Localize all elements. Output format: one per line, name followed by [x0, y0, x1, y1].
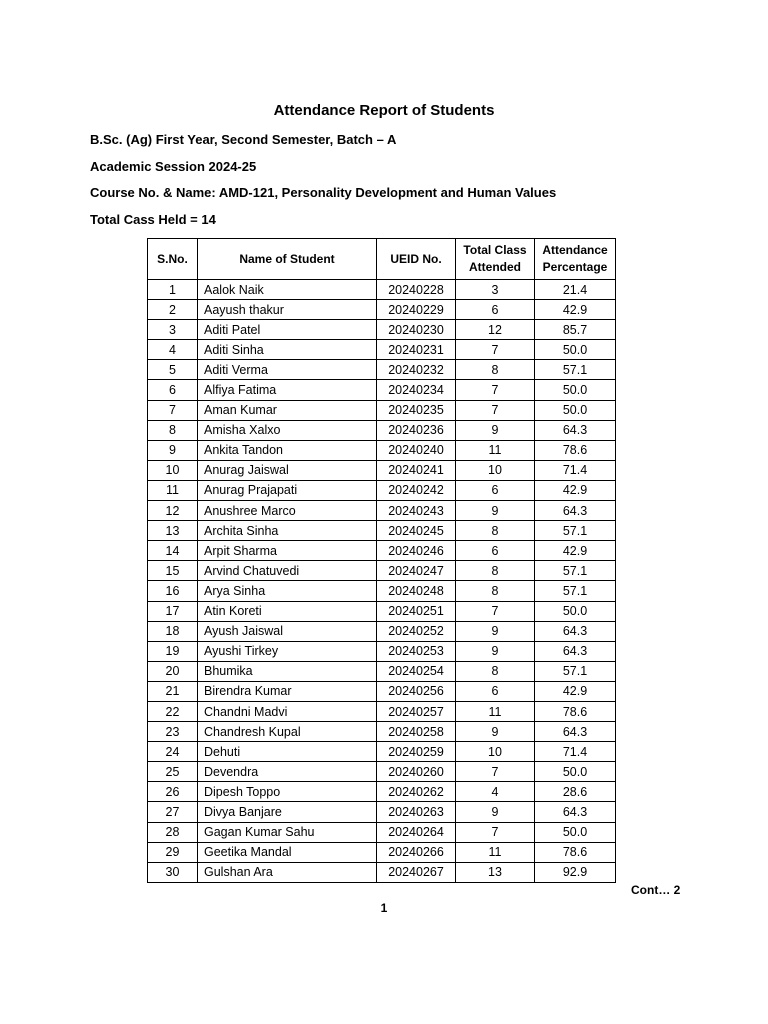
cell-ueid: 20240246 [377, 541, 456, 561]
cell-attendance-percentage: 57.1 [535, 661, 616, 681]
cell-attendance-percentage: 64.3 [535, 722, 616, 742]
cell-student-name: Bhumika [198, 661, 377, 681]
header-sno: S.No. [148, 239, 198, 280]
cell-student-name: Dehuti [198, 742, 377, 762]
table-row [148, 340, 616, 360]
cell-sno: 20 [148, 661, 198, 681]
cell-attendance-percentage: 78.6 [535, 701, 616, 721]
cell-student-name: Divya Banjare [198, 802, 377, 822]
table-row [148, 782, 616, 802]
cell-student-name: Arvind Chatuvedi [198, 561, 377, 581]
cell-sno: 11 [148, 480, 198, 500]
cell-attendance-percentage: 64.3 [535, 420, 616, 440]
table-row [148, 822, 616, 842]
table-row [148, 621, 616, 641]
table-row [148, 842, 616, 862]
cell-student-name: Anurag Jaiswal [198, 460, 377, 480]
cell-sno: 9 [148, 440, 198, 460]
cell-sno: 10 [148, 460, 198, 480]
cell-classes-attended: 9 [456, 420, 535, 440]
cell-student-name: Aalok Naik [198, 280, 377, 300]
cell-ueid: 20240260 [377, 762, 456, 782]
cell-student-name: Devendra [198, 762, 377, 782]
cell-attendance-percentage: 64.3 [535, 621, 616, 641]
cell-ueid: 20240256 [377, 681, 456, 701]
cell-attendance-percentage: 71.4 [535, 742, 616, 762]
header-attended-line1: Total Class [463, 243, 527, 257]
cell-student-name: Aditi Sinha [198, 340, 377, 360]
cell-ueid: 20240251 [377, 601, 456, 621]
cell-student-name: Birendra Kumar [198, 681, 377, 701]
cell-ueid: 20240267 [377, 862, 456, 882]
cell-ueid: 20240258 [377, 722, 456, 742]
cell-sno: 8 [148, 420, 198, 440]
programme-line: B.Sc. (Ag) First Year, Second Semester, Batch – A [90, 132, 397, 147]
cell-student-name: Dipesh Toppo [198, 782, 377, 802]
cell-sno: 4 [148, 340, 198, 360]
cell-student-name: Aditi Verma [198, 360, 377, 380]
table-row [148, 460, 616, 480]
cell-student-name: Ayushi Tirkey [198, 641, 377, 661]
table-row [148, 541, 616, 561]
cell-classes-attended: 8 [456, 521, 535, 541]
cell-sno: 14 [148, 541, 198, 561]
cell-attendance-percentage: 42.9 [535, 300, 616, 320]
table-body [148, 280, 616, 883]
cell-ueid: 20240229 [377, 300, 456, 320]
cell-student-name: Anurag Prajapati [198, 480, 377, 500]
table-row [148, 862, 616, 882]
cell-student-name: Chandni Madvi [198, 701, 377, 721]
cell-ueid: 20240262 [377, 782, 456, 802]
cell-attendance-percentage: 50.0 [535, 762, 616, 782]
course-line: Course No. & Name: AMD-121, Personality Development and Human Values [90, 185, 557, 200]
cell-student-name: Ankita Tandon [198, 440, 377, 460]
cell-ueid: 20240247 [377, 561, 456, 581]
table-row [148, 380, 616, 400]
header-percentage-line1: Attendance [542, 243, 608, 257]
cell-attendance-percentage: 78.6 [535, 440, 616, 460]
table-row [148, 641, 616, 661]
cell-attendance-percentage: 85.7 [535, 320, 616, 340]
cell-attendance-percentage: 57.1 [535, 360, 616, 380]
cell-attendance-percentage: 42.9 [535, 480, 616, 500]
table-row [148, 400, 616, 420]
cell-attendance-percentage: 21.4 [535, 280, 616, 300]
cell-attendance-percentage: 42.9 [535, 681, 616, 701]
table-row [148, 521, 616, 541]
cell-classes-attended: 12 [456, 320, 535, 340]
cell-attendance-percentage: 57.1 [535, 581, 616, 601]
cell-classes-attended: 6 [456, 681, 535, 701]
cell-sno: 12 [148, 501, 198, 521]
header-attended-line2: Attended [469, 260, 521, 274]
cell-student-name: Gagan Kumar Sahu [198, 822, 377, 842]
table-row [148, 802, 616, 822]
cell-attendance-percentage: 64.3 [535, 641, 616, 661]
cell-student-name: Gulshan Ara [198, 862, 377, 882]
cell-ueid: 20240241 [377, 460, 456, 480]
cell-sno: 2 [148, 300, 198, 320]
cell-student-name: Aman Kumar [198, 400, 377, 420]
table-row [148, 722, 616, 742]
cell-ueid: 20240257 [377, 701, 456, 721]
cell-student-name: Aditi Patel [198, 320, 377, 340]
header-percentage [535, 239, 616, 280]
cell-ueid: 20240266 [377, 842, 456, 862]
cell-classes-attended: 10 [456, 460, 535, 480]
table-row [148, 581, 616, 601]
page-number: 1 [380, 901, 388, 915]
header-percentage-line2: Percentage [542, 260, 608, 274]
cell-sno: 23 [148, 722, 198, 742]
header-ueid: UEID No. [377, 239, 456, 280]
cell-student-name: Geetika Mandal [198, 842, 377, 862]
session-line: Academic Session 2024-25 [90, 159, 257, 174]
attendance-table [147, 238, 616, 883]
table-row [148, 280, 616, 300]
cell-classes-attended: 7 [456, 340, 535, 360]
cell-attendance-percentage: 64.3 [535, 501, 616, 521]
cell-classes-attended: 7 [456, 822, 535, 842]
cell-classes-attended: 6 [456, 300, 535, 320]
cell-ueid: 20240245 [377, 521, 456, 541]
cell-classes-attended: 11 [456, 440, 535, 460]
cell-ueid: 20240240 [377, 440, 456, 460]
cell-sno: 28 [148, 822, 198, 842]
cell-ueid: 20240243 [377, 501, 456, 521]
cell-classes-attended: 7 [456, 762, 535, 782]
cell-sno: 30 [148, 862, 198, 882]
table-row [148, 480, 616, 500]
cell-classes-attended: 10 [456, 742, 535, 762]
cell-student-name: Anushree Marco [198, 501, 377, 521]
cell-student-name: Arpit Sharma [198, 541, 377, 561]
cell-sno: 25 [148, 762, 198, 782]
cell-student-name: Chandresh Kupal [198, 722, 377, 742]
cell-ueid: 20240252 [377, 621, 456, 641]
cell-sno: 22 [148, 701, 198, 721]
cell-attendance-percentage: 57.1 [535, 561, 616, 581]
cell-ueid: 20240253 [377, 641, 456, 661]
table-row [148, 762, 616, 782]
cell-student-name: Ayush Jaiswal [198, 621, 377, 641]
cell-attendance-percentage: 50.0 [535, 340, 616, 360]
cell-sno: 7 [148, 400, 198, 420]
table-row [148, 440, 616, 460]
table-row [148, 300, 616, 320]
cell-classes-attended: 9 [456, 722, 535, 742]
cell-classes-attended: 7 [456, 601, 535, 621]
cell-sno: 6 [148, 380, 198, 400]
cell-sno: 26 [148, 782, 198, 802]
table-row [148, 420, 616, 440]
cell-classes-attended: 11 [456, 842, 535, 862]
table-row [148, 742, 616, 762]
cell-classes-attended: 9 [456, 621, 535, 641]
cell-sno: 19 [148, 641, 198, 661]
cell-classes-attended: 8 [456, 561, 535, 581]
cell-classes-attended: 8 [456, 360, 535, 380]
cell-attendance-percentage: 50.0 [535, 822, 616, 842]
cell-ueid: 20240259 [377, 742, 456, 762]
cell-student-name: Atin Koreti [198, 601, 377, 621]
cell-classes-attended: 8 [456, 661, 535, 681]
cell-student-name: Archita Sinha [198, 521, 377, 541]
cell-ueid: 20240264 [377, 822, 456, 842]
cell-classes-attended: 4 [456, 782, 535, 802]
cell-sno: 18 [148, 621, 198, 641]
cell-attendance-percentage: 50.0 [535, 601, 616, 621]
cell-classes-attended: 9 [456, 641, 535, 661]
cell-sno: 5 [148, 360, 198, 380]
cell-classes-attended: 9 [456, 802, 535, 822]
cell-attendance-percentage: 92.9 [535, 862, 616, 882]
cell-sno: 3 [148, 320, 198, 340]
cell-ueid: 20240248 [377, 581, 456, 601]
cell-student-name: Aayush thakur [198, 300, 377, 320]
table-row [148, 661, 616, 681]
cell-attendance-percentage: 50.0 [535, 400, 616, 420]
cell-sno: 21 [148, 681, 198, 701]
cell-classes-attended: 13 [456, 862, 535, 882]
cell-classes-attended: 6 [456, 541, 535, 561]
table-row [148, 601, 616, 621]
cell-sno: 1 [148, 280, 198, 300]
cell-student-name: Arya Sinha [198, 581, 377, 601]
cell-attendance-percentage: 57.1 [535, 521, 616, 541]
header-attended [456, 239, 535, 280]
cell-sno: 17 [148, 601, 198, 621]
cell-classes-attended: 9 [456, 501, 535, 521]
header-name: Name of Student [198, 239, 377, 280]
table-row [148, 360, 616, 380]
cell-sno: 24 [148, 742, 198, 762]
cell-ueid: 20240230 [377, 320, 456, 340]
cell-ueid: 20240228 [377, 280, 456, 300]
cell-attendance-percentage: 64.3 [535, 802, 616, 822]
cell-ueid: 20240231 [377, 340, 456, 360]
cell-attendance-percentage: 71.4 [535, 460, 616, 480]
cell-sno: 13 [148, 521, 198, 541]
cell-ueid: 20240263 [377, 802, 456, 822]
cell-classes-attended: 6 [456, 480, 535, 500]
cell-attendance-percentage: 50.0 [535, 380, 616, 400]
cell-attendance-percentage: 42.9 [535, 541, 616, 561]
table-header-row [148, 239, 616, 280]
table-row [148, 320, 616, 340]
cell-classes-attended: 7 [456, 400, 535, 420]
cell-classes-attended: 7 [456, 380, 535, 400]
cell-classes-attended: 11 [456, 701, 535, 721]
cell-attendance-percentage: 78.6 [535, 842, 616, 862]
total-classes-line: Total Cass Held = 14 [90, 212, 216, 227]
cell-sno: 16 [148, 581, 198, 601]
cell-student-name: Amisha Xalxo [198, 420, 377, 440]
continuation-note: Cont… 2 [631, 883, 681, 897]
table-row [148, 701, 616, 721]
cell-sno: 29 [148, 842, 198, 862]
cell-classes-attended: 3 [456, 280, 535, 300]
cell-ueid: 20240236 [377, 420, 456, 440]
table-row [148, 501, 616, 521]
document-title: Attendance Report of Students [273, 102, 495, 119]
cell-ueid: 20240235 [377, 400, 456, 420]
cell-ueid: 20240254 [377, 661, 456, 681]
cell-attendance-percentage: 28.6 [535, 782, 616, 802]
cell-sno: 27 [148, 802, 198, 822]
table-row [148, 561, 616, 581]
cell-ueid: 20240234 [377, 380, 456, 400]
cell-ueid: 20240232 [377, 360, 456, 380]
cell-student-name: Alfiya Fatima [198, 380, 377, 400]
cell-classes-attended: 8 [456, 581, 535, 601]
cell-ueid: 20240242 [377, 480, 456, 500]
cell-sno: 15 [148, 561, 198, 581]
table-row [148, 681, 616, 701]
